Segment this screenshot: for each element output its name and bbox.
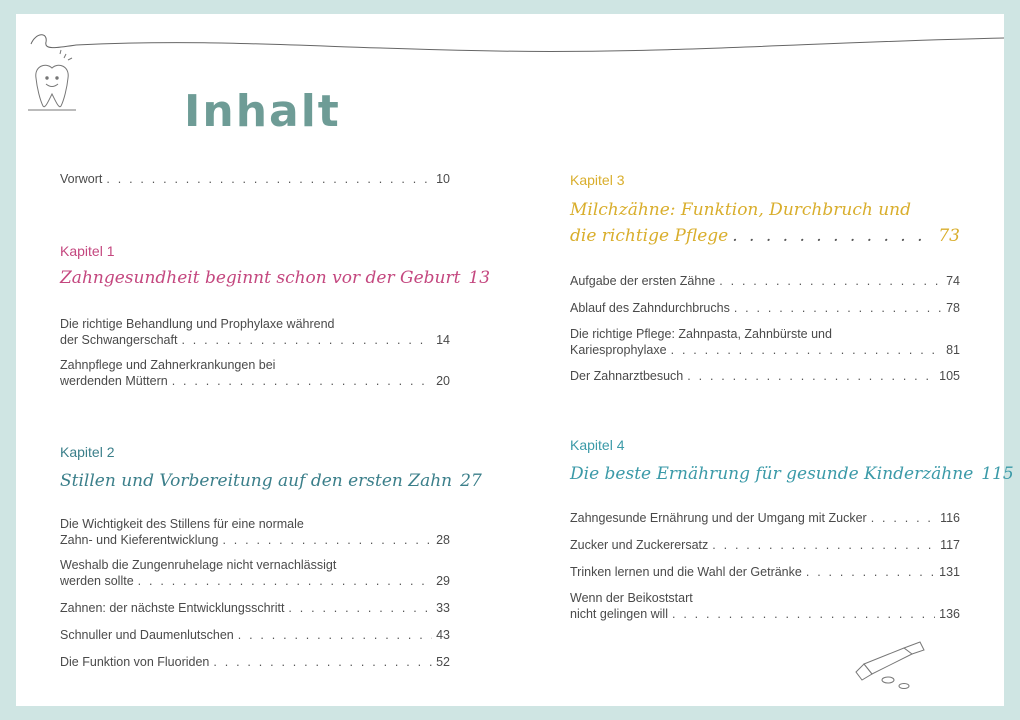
entry-label: Vorwort xyxy=(60,172,103,186)
chapter-1-title xyxy=(60,265,491,291)
entry-label: werden sollte xyxy=(60,574,134,588)
entry-label-line1: Weshalb die Zungenruhelage nicht vernachlässigt xyxy=(60,558,337,572)
leader-dots xyxy=(172,373,432,389)
chapter-title-text: Zahngesundheit beginnt schon vor der Geburt xyxy=(60,268,461,288)
toc-entry xyxy=(570,564,960,580)
entry-label: werdenden Müttern xyxy=(60,374,168,388)
entry-page: 20 xyxy=(436,374,450,388)
top-wavy-line xyxy=(31,35,1004,52)
toc-entry xyxy=(570,273,960,289)
entry-page: 52 xyxy=(436,655,450,669)
chapter-3-label: Kapitel 3 xyxy=(570,172,625,188)
toc-entry xyxy=(570,300,960,316)
toc-entry xyxy=(570,510,960,526)
chapter-page: 115 xyxy=(981,464,1014,484)
entry-page: 29 xyxy=(436,574,450,588)
entry-label: Aufgabe der ersten Zähne xyxy=(570,274,716,288)
toc-entry xyxy=(570,368,960,384)
toc-entry xyxy=(570,537,960,553)
leader-dots xyxy=(238,627,432,643)
entry-label: Zahn- und Kieferentwicklung xyxy=(60,533,219,547)
toothpaste-tube-icon xyxy=(856,642,924,689)
entry-label-line1: Die richtige Behandlung und Prophylaxe während xyxy=(60,317,335,331)
entry-page: 136 xyxy=(939,607,960,621)
leader-dots xyxy=(181,332,432,348)
entry-page: 43 xyxy=(436,628,450,642)
chapter-page: 13 xyxy=(468,268,491,288)
chapter-3-title xyxy=(570,197,960,249)
toc-entry xyxy=(60,600,450,616)
leader-dots xyxy=(719,273,942,289)
leader-dots xyxy=(806,564,935,580)
entry-page: 28 xyxy=(436,533,450,547)
toc-entry xyxy=(60,357,450,389)
chapter-page: 27 xyxy=(460,471,482,491)
entry-page: 33 xyxy=(436,601,450,615)
chapter-2-label: Kapitel 2 xyxy=(60,444,115,460)
entry-label-line1: Die richtige Pflege: Zahnpasta, Zahnbürste und xyxy=(570,327,832,341)
entry-page: 105 xyxy=(939,369,960,383)
entry-label: Schnuller und Daumenlutschen xyxy=(60,628,234,642)
entry-label-line1: Die Wichtigkeit des Stillens für eine normale xyxy=(60,517,304,531)
entry-label: Ablauf des Zahndurchbruchs xyxy=(570,301,730,315)
toc-entry xyxy=(60,627,450,643)
entry-page: 116 xyxy=(940,511,960,525)
entry-label: Zahngesunde Ernährung und der Umgang mit Zucker xyxy=(570,511,867,525)
entry-page: 14 xyxy=(436,333,450,347)
entry-page: 117 xyxy=(940,538,960,552)
book-page xyxy=(16,14,1014,706)
entry-label-line1: Wenn der Beikoststart xyxy=(570,591,693,605)
entry-label: Der Zahnarztbesuch xyxy=(570,369,684,383)
page-title: Inhalt xyxy=(184,86,341,137)
chapter-page: 73 xyxy=(938,226,960,246)
leader-dots xyxy=(213,654,432,670)
leader-dots xyxy=(732,223,934,249)
chapter-2-title xyxy=(60,468,482,494)
leader-dots xyxy=(288,600,432,616)
toc-entry xyxy=(60,316,450,348)
chapter-title-text: Die beste Ernährung für gesunde Kinderzähne xyxy=(570,464,974,484)
chapter-4-title xyxy=(570,461,1014,487)
entry-page: 74 xyxy=(946,274,960,288)
leader-dots xyxy=(734,300,942,316)
toc-entry xyxy=(570,590,960,622)
entry-label: Zahnen: der nächste Entwicklungsschritt xyxy=(60,601,285,615)
leader-dots xyxy=(687,368,935,384)
chapter-1-label: Kapitel 1 xyxy=(60,243,115,259)
entry-label-line1: Zahnpflege und Zahnerkrankungen bei xyxy=(60,358,276,372)
entry-page: 131 xyxy=(939,565,960,579)
entry-page: 10 xyxy=(436,172,450,186)
toc-entry xyxy=(60,516,450,548)
leader-dots xyxy=(222,532,432,548)
leader-dots xyxy=(672,606,935,622)
tooth-icon xyxy=(28,50,76,110)
leader-dots xyxy=(106,171,432,187)
chapter-4-label: Kapitel 4 xyxy=(570,437,625,453)
leader-dots xyxy=(712,537,936,553)
toc-entry xyxy=(60,654,450,670)
entry-label: Die Funktion von Fluoriden xyxy=(60,655,210,669)
leader-dots xyxy=(138,573,432,589)
toc-entry xyxy=(60,557,450,589)
entry-label: Kariesprophylaxe xyxy=(570,343,667,357)
leader-dots xyxy=(671,342,943,358)
chapter-title-text: die richtige Pflege xyxy=(570,226,729,246)
entry-label: Zucker und Zuckerersatz xyxy=(570,538,709,552)
entry-label: nicht gelingen will xyxy=(570,607,668,621)
toc-entry-vorwort xyxy=(60,171,450,187)
chapter-title-text: Stillen und Vorbereitung auf den ersten Zahn xyxy=(60,471,453,491)
entry-page: 78 xyxy=(946,301,960,315)
entry-page: 81 xyxy=(946,343,960,357)
entry-label: der Schwangerschaft xyxy=(60,333,178,347)
entry-label: Trinken lernen und die Wahl der Getränke xyxy=(570,565,802,579)
chapter-title-line1: Milchzähne: Funktion, Durchbruch und xyxy=(570,200,911,220)
toc-entry xyxy=(570,326,960,358)
leader-dots xyxy=(871,510,936,526)
